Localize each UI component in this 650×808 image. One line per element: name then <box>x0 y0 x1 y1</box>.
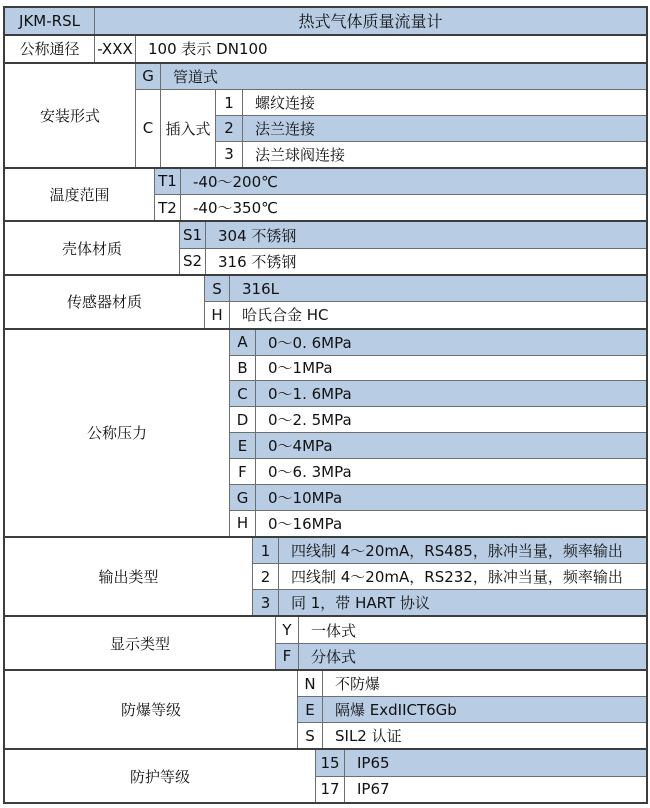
option-desc: 0～6. 3MPa <box>268 463 352 482</box>
option-code: A <box>230 330 256 355</box>
section-label-sensor-material: 传感器材质 <box>5 276 205 328</box>
section-installation <box>5 62 646 167</box>
option-code: 1 <box>253 538 279 563</box>
section-label-temperature: 温度范围 <box>5 169 155 221</box>
option-row <box>230 484 646 510</box>
option-desc: 0～1MPa <box>268 359 333 378</box>
option-code: N <box>298 671 323 696</box>
option-code: T2 <box>155 195 181 220</box>
option-desc: 316L <box>242 279 279 298</box>
option-desc: -40～350℃ <box>193 199 278 218</box>
option-row <box>230 458 646 484</box>
section-label-explosion-proof: 防爆等级 <box>5 671 298 748</box>
option-row <box>276 643 646 669</box>
option-code: 1 <box>216 90 243 115</box>
option-desc: 法兰球阀连接 <box>255 145 346 164</box>
option-code: C <box>136 90 161 167</box>
section-label-housing-material: 壳体材质 <box>5 222 180 274</box>
option-row <box>205 301 646 327</box>
option-desc: -40～200℃ <box>193 172 278 191</box>
section-label-display-type: 显示类型 <box>5 617 276 669</box>
option-row <box>230 406 646 432</box>
option-code: 3 <box>216 142 243 167</box>
section-label-pressure: 公称压力 <box>5 330 230 536</box>
option-row <box>253 538 646 563</box>
option-desc: 0～0. 6MPa <box>268 333 352 352</box>
option-row <box>230 355 646 381</box>
option-desc: 四线制 4～20mA，RS485，脉冲当量，频率输出 <box>291 542 623 561</box>
option-code: H <box>205 302 230 327</box>
option-code: E <box>298 697 323 722</box>
section-housing-material <box>5 220 646 274</box>
option-row <box>316 750 646 775</box>
option-code: G <box>136 64 161 90</box>
option-desc: 0～10MPa <box>268 489 343 508</box>
option-code: 2 <box>216 116 243 141</box>
option-code: 2 <box>253 564 279 589</box>
option-desc: 四线制 4～20mA，RS232，脉冲当量，频率输出 <box>291 568 623 587</box>
option-code: H <box>230 511 256 536</box>
option-row <box>205 276 646 301</box>
option-desc: 管道式 <box>173 67 219 86</box>
option-desc: IP67 <box>357 780 390 799</box>
option-row <box>276 617 646 642</box>
option-row <box>316 776 646 802</box>
option-desc: 0～16MPa <box>268 514 343 533</box>
option-row <box>298 722 646 748</box>
option-code: S1 <box>180 222 206 247</box>
option-row <box>298 671 646 696</box>
option-desc: IP65 <box>357 754 390 773</box>
option-desc: 304 不锈钢 <box>218 226 297 245</box>
option-code: E <box>230 433 256 458</box>
option-code: 3 <box>253 590 279 615</box>
section-temperature <box>5 167 646 221</box>
option-code: B <box>230 356 256 381</box>
option-row <box>230 380 646 406</box>
option-desc: 0～1. 6MPa <box>268 385 352 404</box>
option-code: D <box>230 407 256 432</box>
option-row <box>230 330 646 355</box>
option-desc: 0～2. 5MPa <box>268 411 352 430</box>
insertion-name: 插入式 <box>161 90 216 167</box>
section-nominal-diameter <box>5 34 646 62</box>
model-selection-table <box>3 6 648 804</box>
option-code: F <box>230 459 256 484</box>
option-code: S <box>205 276 230 301</box>
option-desc: 100 表示 DN100 <box>148 40 268 59</box>
section-label-output-type: 输出类型 <box>5 538 253 615</box>
header-row <box>5 8 646 34</box>
option-desc: SIL2 认证 <box>335 727 402 746</box>
option-row <box>230 432 646 458</box>
option-code: T1 <box>155 169 181 194</box>
section-label-nominal-diameter: 公称通径 <box>5 36 95 62</box>
option-desc: 哈氏合金 HC <box>242 306 329 325</box>
option-row <box>155 194 646 220</box>
model-code: JKM-RSL <box>5 8 95 34</box>
section-output-type <box>5 536 646 615</box>
option-desc: 0～4MPa <box>268 437 333 456</box>
option-desc: 隔爆 ExdIICT6Gb <box>335 701 457 720</box>
option-desc: 螺纹连接 <box>255 94 316 113</box>
option-desc: 同 1，带 HART 协议 <box>291 594 430 613</box>
option-desc: 一体式 <box>311 621 357 640</box>
option-desc: 法兰连接 <box>255 119 316 138</box>
option-code: -XXX <box>95 36 136 62</box>
section-pressure <box>5 328 646 536</box>
section-label-protection-rating: 防护等级 <box>5 750 316 802</box>
option-code: Y <box>276 617 299 642</box>
option-row <box>253 563 646 589</box>
option-row <box>253 589 646 615</box>
option-row <box>155 169 646 194</box>
option-desc: 316 不锈钢 <box>218 252 297 271</box>
option-row <box>230 510 646 536</box>
option-code: S2 <box>180 249 206 274</box>
section-display-type <box>5 615 646 669</box>
section-protection-rating <box>5 748 646 802</box>
option-row <box>216 141 646 167</box>
section-label-installation: 安装形式 <box>5 64 136 167</box>
option-code: C <box>230 381 256 406</box>
option-row <box>216 90 646 115</box>
page-title: 热式气体质量流量计 <box>298 12 443 32</box>
option-desc: 分体式 <box>311 647 357 666</box>
option-code: G <box>230 485 256 510</box>
option-code: F <box>276 644 299 669</box>
option-code: 15 <box>316 750 345 775</box>
option-row <box>216 115 646 141</box>
section-explosion-proof <box>5 669 646 748</box>
option-code: 17 <box>316 777 345 802</box>
section-sensor-material <box>5 274 646 328</box>
option-row <box>298 696 646 722</box>
option-row <box>136 64 646 90</box>
option-row <box>180 222 646 247</box>
option-row <box>180 248 646 274</box>
option-code: S <box>298 723 323 748</box>
option-desc: 不防爆 <box>335 675 381 694</box>
insertion-block <box>136 89 646 167</box>
